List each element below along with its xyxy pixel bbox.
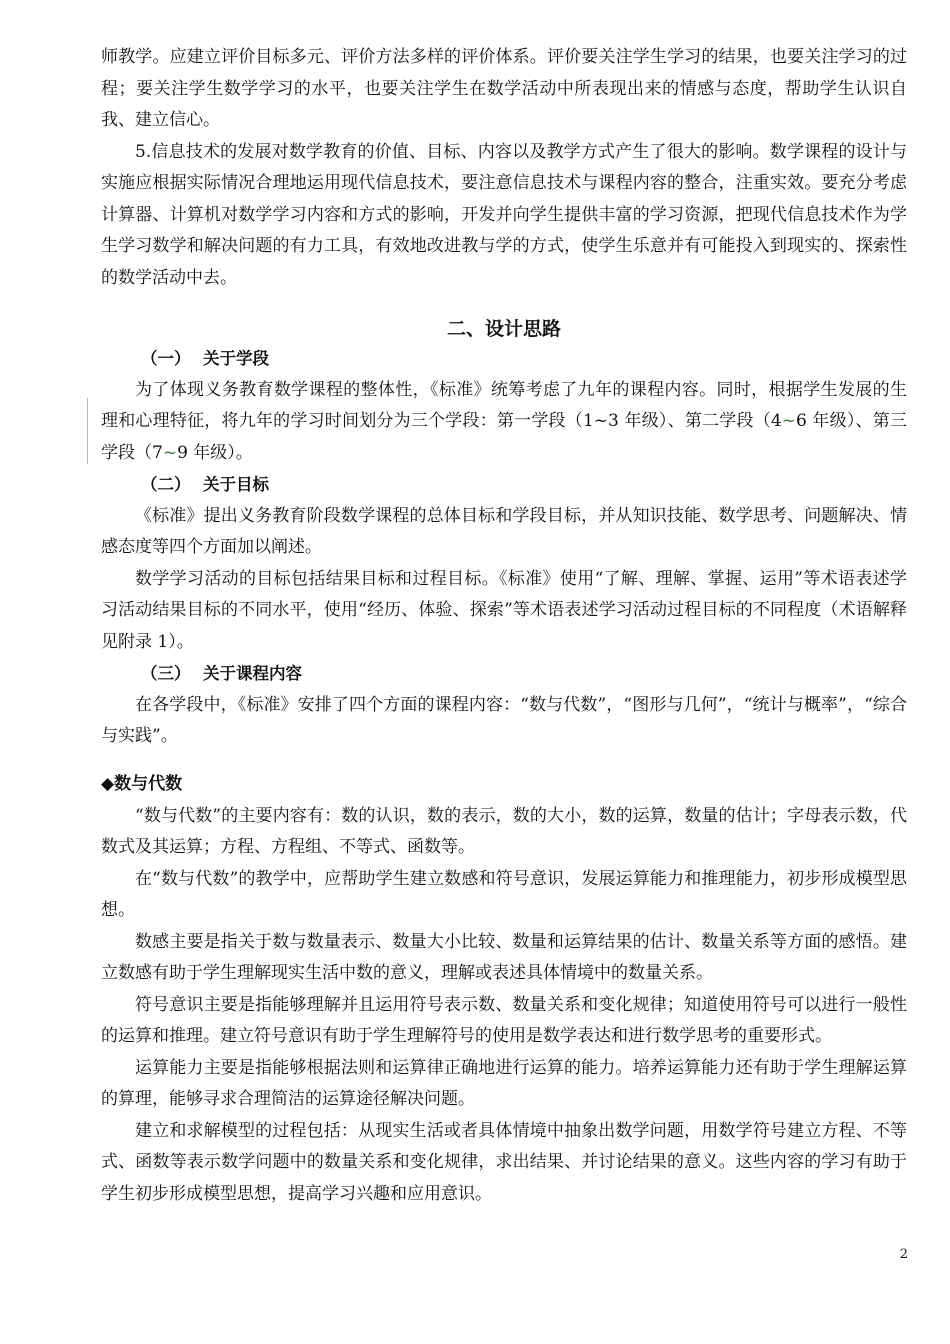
paragraph-na-teaching: 在“数与代数”的教学中，应帮助学生建立数感和符号意识，发展运算能力和推理能力，初步形成模型思想。 [101, 868, 908, 920]
paragraph-computation: 运算能力主要是指能够根据法则和运算律正确地进行运算的能力。培养运算能力还有助于学生理解运算的算理，能够寻求合理简洁的运算途径解决问题。 [101, 1057, 908, 1109]
paragraph-na-content: “数与代数”的主要内容有：数的认识，数的表示，数的大小，数的运算，数量的估计；字母表示数，代数式及其运算；方程、方程组、不等式、函数等。 [101, 805, 907, 857]
paragraph-goals-1: 《标准》提出义务教育阶段数学课程的总体目标和学段目标，并从知识技能、数学思考、问题解决、情感态度等四个方面加以阐述。 [101, 505, 907, 557]
term-number-sense: 数感 [444, 868, 479, 889]
term-symbol-awareness: 符号意识 [495, 868, 565, 889]
paragraph-content: 在各学段中，《标准》安排了四个方面的课程内容：“数与代数”，“图形与几何”，“统计与概率”，“综合与实践”。 [101, 694, 907, 746]
subheading-stages: （一） 关于学段 [141, 349, 269, 368]
term-model-thinking: 模型思想 [101, 868, 908, 920]
section-body [101, 343, 907, 753]
paragraph-symbol-awareness: 符号意识主要是指能够理解并且运用符号表示数、数量关系和变化规律；知道使用符号可以进行一般性的运算和推理。建立符号意识有助于学生理解符号的使用是数学表达和进行数学思考的重要形式。 [101, 994, 908, 1046]
section-title: 二、设计思路 [446, 318, 561, 340]
paragraph-goals-2: 数学学习活动的目标包括结果目标和过程目标。《标准》使用“了解、理解、掌握、运用”等术语表述学习活动结果目标的不同水平，使用“经历、体验、探索”等术语表述学习活动过程目标的不同程度（术语解释见附录 1）。 [101, 568, 907, 652]
diamond-heading: ◆数与代数 [101, 774, 183, 794]
paragraph-stages: 为了体现义务教育数学课程的整体性，《标准》统筹考虑了九年的课程内容。同时，根据学生发展的生理和心理特征，将九年的学习时间划分为三个学段：第一学段（1~3 年级）、第二学段（4~6 年级）、第三学段（7~9 年级）。 [101, 379, 907, 463]
paragraph-number-sense: 数感主要是指关于数与数量表示、数量大小比较、数量和运算结果的估计、数量关系等方面的感悟。建立数感有助于学生理解现实生活中数的意义，理解或表述具体情境中的数量关系。 [101, 931, 908, 983]
top-text-block [101, 42, 907, 294]
term-info-tech: 信息技术 [151, 141, 221, 162]
subheading-goals: （二） 关于目标 [141, 475, 269, 494]
section-block [101, 314, 907, 346]
page-number: 2 [899, 1247, 908, 1262]
revision-margin-bar [87, 398, 88, 464]
subheading-content: （三） 关于课程内容 [141, 664, 302, 683]
number-algebra-block [101, 769, 907, 1210]
paragraph-modeling: 建立和求解模型的过程包括：从现实生活或者具体情境中抽象出数学问题，用数学符号建立方程、不等式、函数等表示数学问题中的数量关系和变化规律，求出结果、并讨论结果的意义。这些内容的学习有助于学生初步形成模型思想，提高学习兴趣和应用意识。 [101, 1120, 907, 1204]
paragraph-info-tech: 5.信息技术的发展对数学教育的价值、目标、内容以及教学方式产生了很大的影响。数学课程的设计与实施应根据实际情况合理地运用现代信息技术，要注意信息技术与课程内容的整合，注重实效。要充分考虑计算器、计算机对数学学习内容和方式的影响，开发并向学生提供丰富的学习资源，把现代信息技术作为学生学习数学和解决问题的有力工具，有效地改进教与学的方式，使学生乐意并有可能投入到现实的、探索性的数学活动中去。 [101, 141, 908, 288]
term-computation-ability: 运算能力 [615, 868, 685, 889]
paragraph-evaluation: 师教学。应建立评价目标多元、评价方法多样的评价体系。评价要关注学生学习的结果，也要关注学习的过程；要关注学生数学学习的水平，也要关注学生在数学活动中所表现出来的情感与态度，帮助学生认识自我、建立信心。 [101, 47, 907, 130]
